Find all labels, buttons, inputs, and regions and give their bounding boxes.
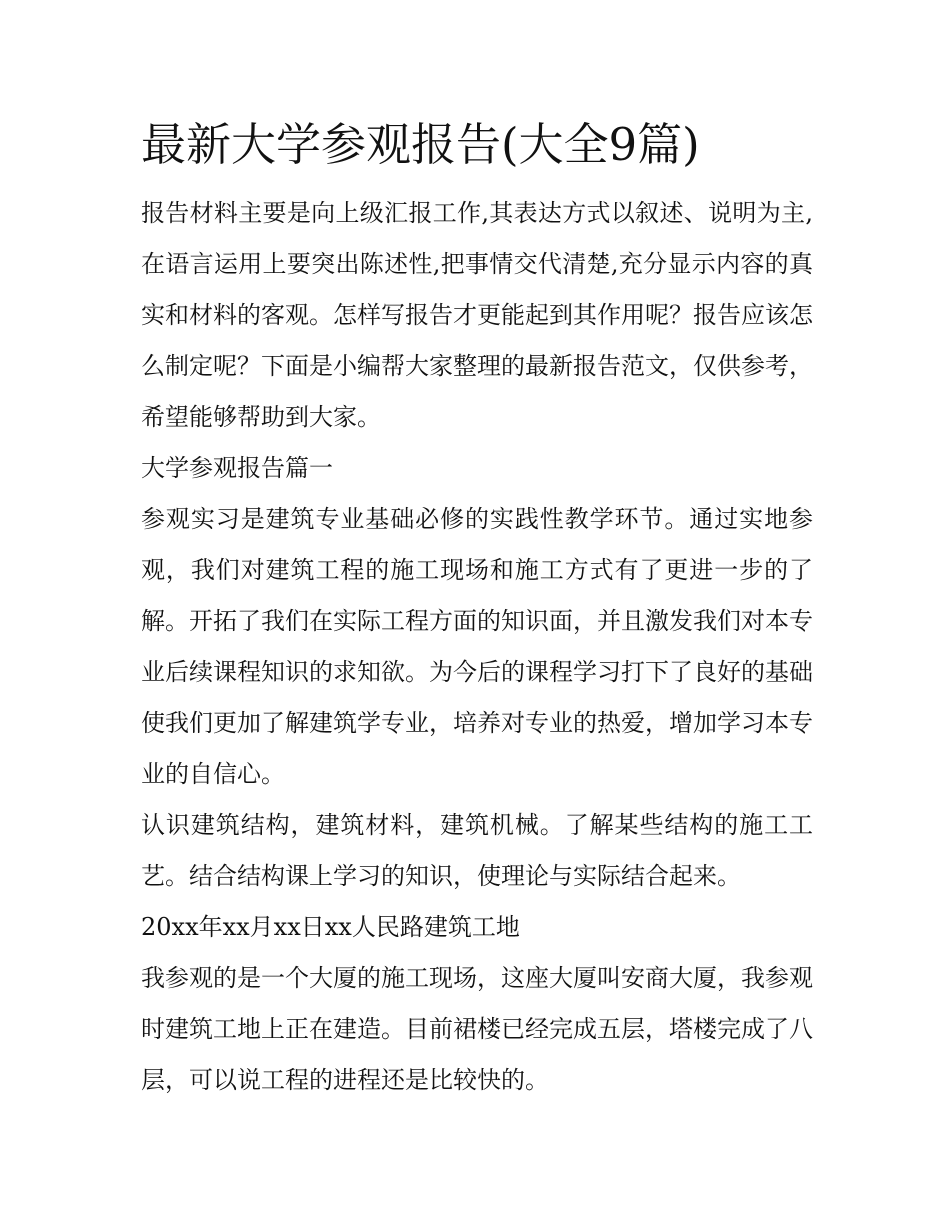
document-title: 最新大学参观报告(大全9篇) — [141, 118, 700, 171]
document-body — [141, 112, 813, 1106]
purpose-paragraph: 参观实习是建筑专业基础必修的实践性教学环节。通过实地参观，我们对建筑工程的施工现场和施工方式有了更进一步的了解。开拓了我们在实际工程方面的知识面，并且激发我们对本专业后续课程知识的求知欲。为今后的课程学习打下了良好的基础使我们更加了解建筑学专业，培养对专业的热爱，增加学习本专业的自信心。 — [141, 505, 813, 788]
goals-paragraph: 认识建筑结构，建筑材料，建筑机械。了解某些结构的施工工艺。结合结构课上学习的知识，使理论与实际结合起来。 — [141, 811, 813, 890]
intro-paragraph: 报告材料主要是向上级汇报工作,其表达方式以叙述、说明为主,在语言运用上要突出陈述性,把事情交代清楚,充分显示内容的真实和材料的客观。怎样写报告才更能起到其作用呢？报告应该怎么制定呢？下面是小编帮大家整理的最新报告范文，仅供参考，希望能够帮助到大家。 — [141, 199, 813, 431]
date-location-line: 20xx年xx月xx日xx人民路建筑工地 — [141, 913, 520, 941]
site-description-paragraph: 我参观的是一个大厦的施工现场，这座大厦叫安商大厦，我参观时建筑工地上正在建造。目前裙楼已经完成五层，塔楼完成了八层，可以说工程的进程还是比较快的。 — [141, 964, 813, 1094]
section-heading-part-one: 大学参观报告篇一 — [141, 454, 333, 482]
